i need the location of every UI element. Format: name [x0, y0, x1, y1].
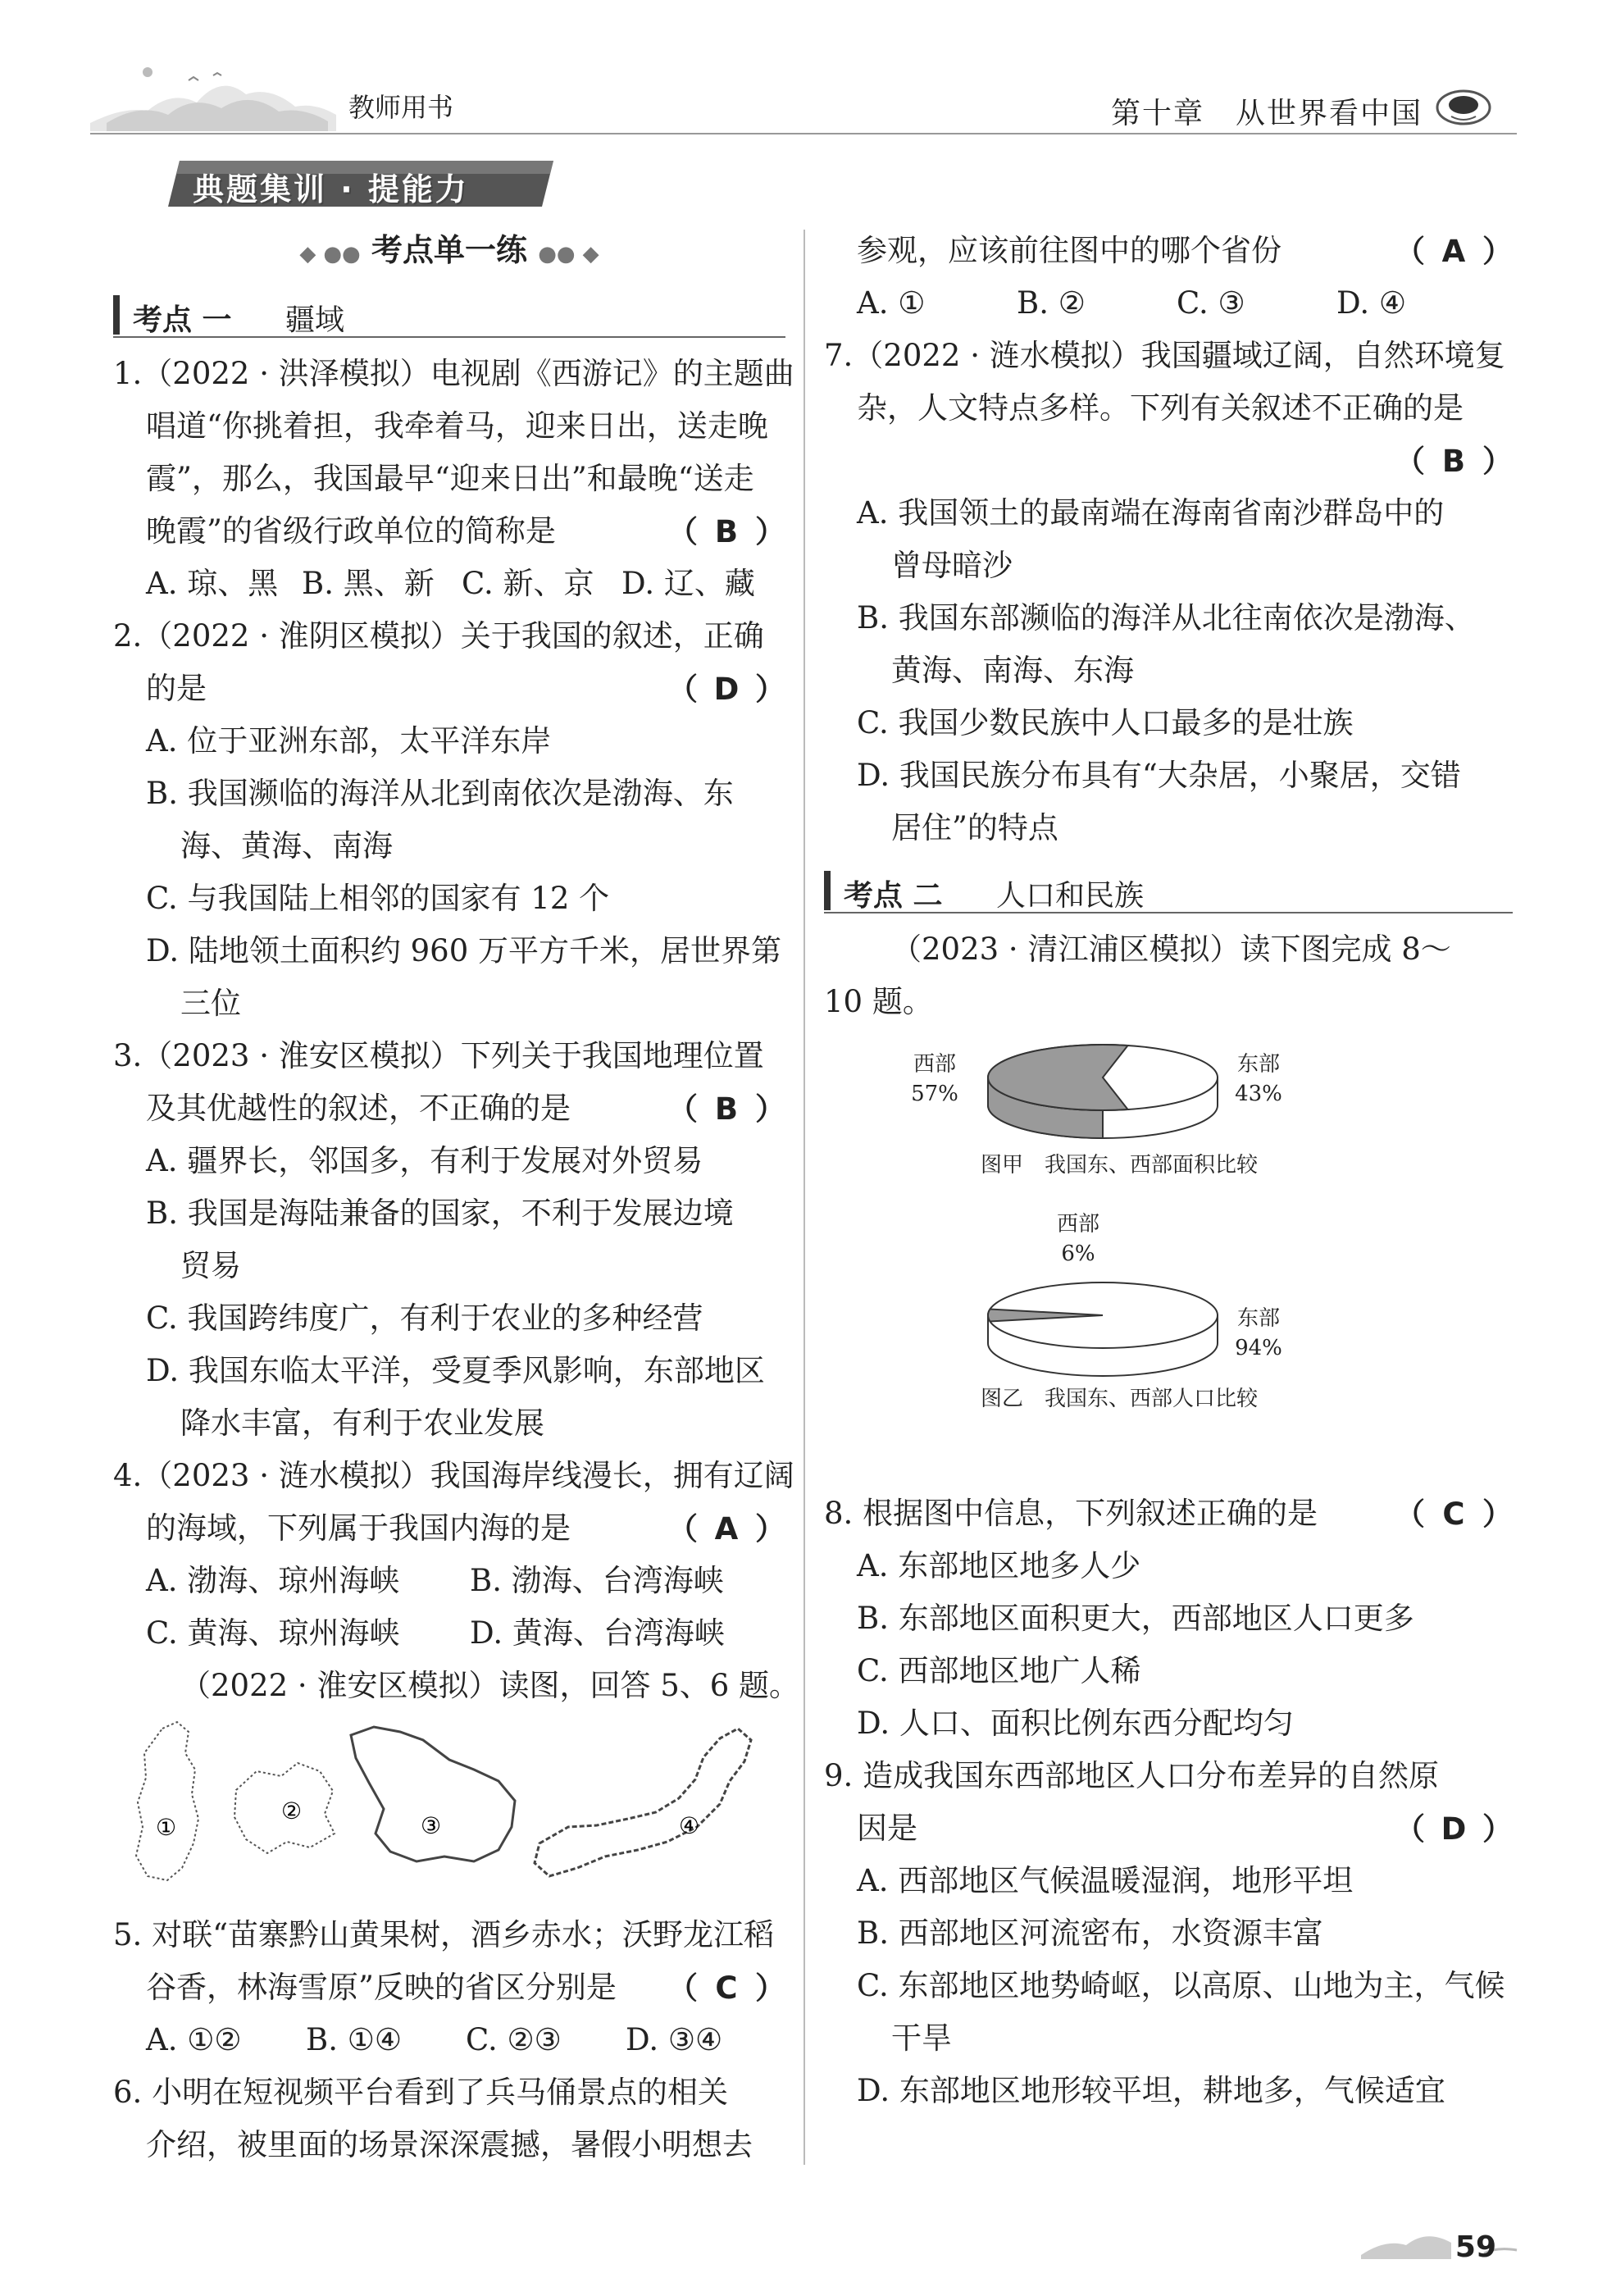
pie-label-west-2: 西部: [1056, 1212, 1100, 1237]
kaodian-header-2: 考点 二 人口和民族: [824, 866, 1513, 913]
pie-title-1: 图甲 我国东、西部面积比较: [980, 1153, 1259, 1178]
options-row: A. 渤海、琼州海峡 B. 渤海、台湾海峡: [146, 1563, 724, 1598]
pie-value-west-1: 57%: [911, 1082, 958, 1106]
banner-title: 典题集训 · 提能力: [193, 171, 469, 207]
page-number: 59: [1454, 2230, 1496, 2264]
answer-bracket: （ B ）: [667, 1091, 785, 1127]
pie-title-2: 图乙 我国东、西部人口比较: [980, 1387, 1259, 1411]
q810-intro: （2023 · 清江浦区模拟）读下图完成 8～ 10 题。: [824, 932, 1451, 1019]
answer-bracket: （ B ）: [1395, 443, 1513, 479]
header-chapter-title: 第十章 从世界看中国: [1110, 97, 1423, 130]
province-outline-figure: [113, 1712, 785, 1909]
q56-intro: （2022 · 淮安区模拟）读图，回答 5、6 题。: [180, 1668, 800, 1703]
section-banner: [168, 157, 562, 210]
pie-label-west-1: 西部: [913, 1052, 957, 1077]
mountain-decoration-icon: [90, 57, 336, 131]
map-label-2: ②: [281, 1797, 303, 1824]
province-1-outline: [136, 1722, 198, 1880]
options-row: A. 琼、黑 B. 黑、新 C. 新、京 D. 辽、藏: [146, 566, 755, 601]
question-5: 5. 对联“苗寨黔山黄果树，酒乡赤水；沃野龙江稻 谷香，林海雪原”反映的省区分别是 （ C ） A. ①② B. ①④ C. ②③ D. ③④: [113, 1909, 785, 2066]
left-column: [113, 221, 800, 2171]
province-4-outline: [535, 1729, 751, 1876]
kaodian-header-1: 考点 一 疆域: [113, 290, 785, 338]
question-3: 3.（2023 · 淮安区模拟）下列关于我国地理位置 及其优越性的叙述，不正确的是 （ B ） A. 疆界长，邻国多，有利于发展对外贸易 B. 我国是海陆兼备的国家，不利于发展边境 贸易 C. 我国跨纬度广，有利于农业的多种经营 D. 我国东临太平洋，受夏季风影响，东部地区 降水丰富，有利于农业发展: [113, 1038, 785, 1441]
question-8: 8. 根据图中信息，下列叙述正确的是 （ C ） A. 东部地区地多人少 B. 东部地区面积更大，西部地区人口更多 C. 西部地区地广人稀 D. 人口、面积比例东西分配均匀: [824, 1487, 1513, 1750]
question-9: 9. 造成我国东西部地区人口分布差异的自然原 因是 （ D ） A. 西部地区气候温暖湿润，地形平坦 B. 西部地区河流密布，水资源丰富 C. 东部地区地势崎岖，以高原、山地为主，气候 干旱 D. 东部地区地形较平坦，耕地多，气候适宜: [824, 1758, 1513, 2108]
footer-mountain-icon: [1361, 2214, 1525, 2263]
pie-value-east-2: 94%: [1235, 1336, 1282, 1360]
map-label-4: ④: [679, 1812, 700, 1839]
question-6-continued: 参观，应该前往图中的哪个省份 （ A ） A. ① B. ② C. ③ D. ④: [824, 225, 1513, 330]
column-divider: [804, 230, 805, 2165]
answer-bracket: （ D ）: [667, 671, 785, 707]
page-header: [90, 57, 1517, 148]
question-2: 2.（2022 · 淮阴区模拟）关于我国的叙述，正确 的是 （ D ） A. 位于亚洲东部，太平洋东岸 B. 我国濒临的海洋从北到南依次是渤海、东 海、黄海、南海 C. 与我国陆上相邻的国家有 12 个 D. 陆地领土面积约 960 万平方千米，居世界第 三位: [113, 618, 785, 1021]
answer-bracket: （ D ）: [1395, 1811, 1513, 1847]
question-7: 7.（2022 · 涟水模拟）我国疆域辽阔，自然环境复 杂，人文特点多样。下列有关叙述不正确的是 （ B ） A. 我国领土的最南端在海南省南沙群岛中的 曾母暗沙 B. 我国东部濒临的海洋从北往南依次是渤海、 黄海、南海、东海 C. 我国少数民族中人口最多的是壮族 D. 我国民族分布具有“大杂居，小聚居，交错 居住”的特点: [824, 338, 1513, 845]
pie-value-west-2: 6%: [1061, 1241, 1095, 1266]
province-2-outline: [234, 1763, 335, 1853]
section-title: ◆ ●● 考点单一练 ●● ◆: [299, 232, 599, 268]
question-1: 1.（2022 · 洪泽模拟）电视剧《西游记》的主题曲 唱道“你挑着担，我牵着马，迎来日出，送走晚 霞”，那么，我国最早“迎来日出”和最晚“送走 晚霞”的省级行政单位的简称是 （ B ） A. 琼、黑 B. 黑、新 C. 新、京 D. 辽、藏: [113, 348, 785, 610]
province-3-outline: [351, 1727, 515, 1861]
answer-bracket: （ A ）: [1395, 233, 1513, 269]
options-row: A. ① B. ② C. ③ D. ④: [857, 285, 1407, 321]
answer-bracket: （ B ）: [667, 513, 785, 549]
answer-bracket: （ C ）: [667, 1970, 785, 2006]
pie-charts-figure: [824, 1028, 1513, 1487]
map-label-3: ③: [421, 1812, 442, 1839]
pie-charts-svg: [824, 1028, 1513, 1487]
answer-bracket: （ C ）: [1395, 1496, 1513, 1532]
answer-bracket: （ A ）: [667, 1510, 785, 1547]
question-6: 6. 小明在短视频平台看到了兵马俑景点的相关 介绍，被里面的场景深深震撼，暑假小明想去: [113, 2075, 753, 2162]
dots-decoration-icon: ●● ◆: [538, 242, 599, 266]
pie-value-east-1: 43%: [1235, 1082, 1282, 1106]
pie-label-east-2: 东部: [1236, 1306, 1281, 1331]
dots-decoration-icon: ◆ ●●: [299, 242, 361, 266]
header-book-label: 教师用书: [348, 92, 454, 123]
question-4: 4.（2023 · 涟水模拟）我国海岸线漫长，拥有辽阔 的海域，下列属于我国内海的是 （ A ） A. 渤海、琼州海峡 B. 渤海、台湾海峡 C. 黄海、琼州海峡 D. 黄海、台湾海峡 （2022 · 淮安区模拟）读图，回答 5、6 题。: [113, 1450, 785, 1712]
map-label-1: ①: [156, 1814, 177, 1841]
header-rule: [90, 133, 1517, 134]
pie-label-east-1: 东部: [1236, 1052, 1281, 1077]
right-column: [824, 221, 1513, 2117]
options-row: C. 黄海、琼州海峡 D. 黄海、台湾海峡: [146, 1615, 725, 1651]
options-row: A. ①② B. ①④ C. ②③ D. ③④: [146, 2022, 723, 2057]
chapter-logo-icon: [1435, 87, 1492, 128]
